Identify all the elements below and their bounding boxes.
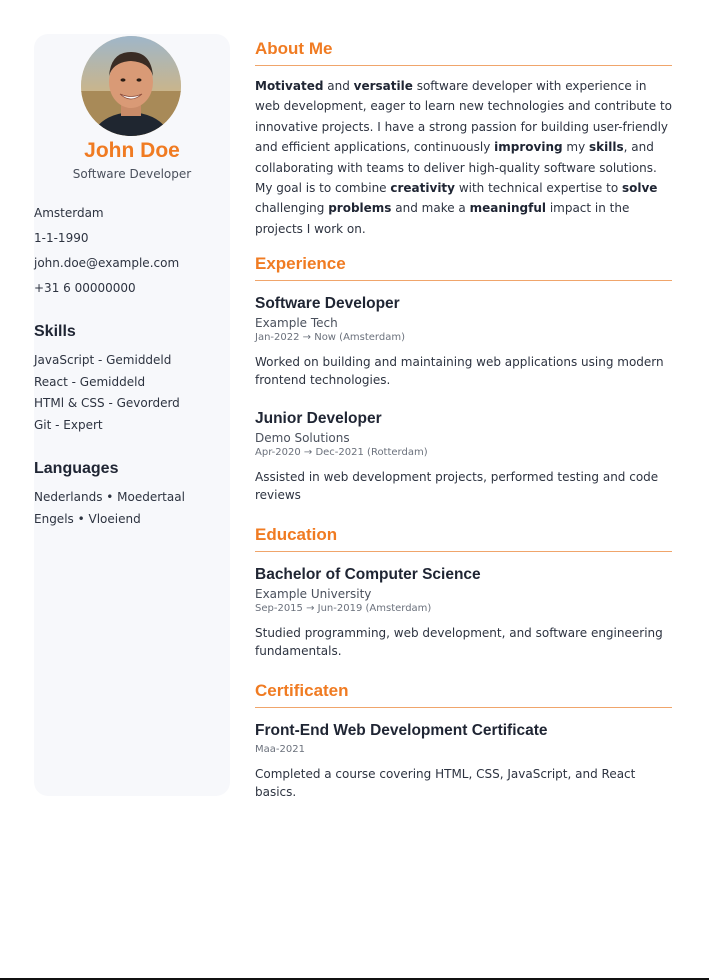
- about-emphasis: skills: [589, 140, 624, 155]
- skill-item: HTMl & CSS - Gevorderd: [34, 396, 180, 410]
- about-emphasis: improving: [494, 140, 563, 155]
- entry-date: Sep-2015 → Jun-2019 (Amsterdam): [255, 603, 432, 614]
- education-entry: [255, 565, 672, 660]
- profile-role: Software Developer: [72, 167, 192, 181]
- skill-item: Git - Expert: [34, 417, 103, 432]
- certificates-heading: Certificaten: [255, 680, 672, 708]
- entry-title: Front-End Web Development Certificate: [255, 722, 548, 739]
- skill-item: JavaScript - Gemiddeld: [34, 353, 172, 367]
- about-emphasis: creativity: [390, 181, 455, 196]
- entry-organization: Example Tech: [255, 316, 338, 330]
- certificate-entry: [255, 721, 672, 801]
- language-item: Nederlands • Moedertaal: [34, 490, 185, 504]
- entry-date: Jan-2022 → Now (Amsterdam): [255, 332, 405, 343]
- education-heading: Education: [255, 524, 672, 552]
- sidebar: [34, 34, 230, 796]
- about-emphasis: versatile: [353, 79, 413, 93]
- experience-entry: [255, 409, 672, 504]
- skills-list: [34, 352, 180, 438]
- skill-item: React - Gemiddeld: [34, 374, 146, 389]
- entry-title: Software Developer: [255, 295, 400, 312]
- about-text-segment: my: [562, 140, 589, 155]
- about-emphasis: solve: [621, 181, 658, 196]
- experience-entry: [255, 294, 672, 389]
- about-text-segment: , and collaborating with teams to deliver high-quality software solutions. My goal is to combine: [255, 140, 657, 196]
- entry-description: Worked on building and maintaining web applications using modern frontend technologies.: [255, 355, 664, 387]
- experience-heading: Experience: [255, 253, 672, 281]
- about-text-segment: challenging: [255, 201, 329, 216]
- contact-phone: +31 6 00000000: [34, 281, 136, 295]
- entry-description: Studied programming, web development, and software engineering fundamentals.: [255, 626, 663, 658]
- entry-organization: Demo Solutions: [255, 431, 350, 445]
- entry-title: Junior Developer: [255, 410, 382, 427]
- entry-organization: Example University: [255, 587, 372, 601]
- about-emphasis: meaningful: [469, 201, 546, 216]
- about-text-segment: software developer with experience in web development, eager to learn new technologies and contribute to innovative projects. I have a strong passion for building user-friendly and efficient applications, continuously: [255, 79, 672, 155]
- contact-birthdate: 1-1-1990: [34, 231, 89, 245]
- about-text-segment: with technical expertise to: [455, 181, 622, 196]
- entry-description: Completed a course covering HTML, CSS, JavaScript, and React basics.: [255, 767, 636, 799]
- about-text-segment: and: [323, 79, 354, 93]
- skills-heading: Skills: [34, 323, 76, 340]
- languages-heading: Languages: [34, 460, 119, 477]
- about-emphasis: Motivated: [255, 79, 324, 93]
- avatar: [81, 36, 181, 136]
- entry-description: Assisted in web development projects, performed testing and code reviews: [255, 470, 659, 502]
- about-text-segment: and make a: [391, 201, 470, 216]
- entry-date: Apr-2020 → Dec-2021 (Rotterdam): [255, 447, 428, 458]
- profile-photo: [81, 36, 181, 136]
- entry-title: Bachelor of Computer Science: [255, 566, 481, 583]
- about-heading: About Me: [255, 38, 672, 66]
- about-text-segment: impact in the projects I work on.: [255, 201, 630, 236]
- languages-list: [34, 489, 185, 532]
- about-text: [255, 76, 672, 239]
- profile-name: John Doe: [84, 139, 180, 162]
- contact-info: [34, 204, 179, 304]
- language-item: Engels • Vloeiend: [34, 511, 141, 526]
- entry-date: Maa-2021: [255, 744, 305, 755]
- about-emphasis: problems: [328, 201, 392, 216]
- contact-city: Amsterdam: [34, 206, 104, 220]
- contact-email: john.doe@example.com: [34, 256, 180, 270]
